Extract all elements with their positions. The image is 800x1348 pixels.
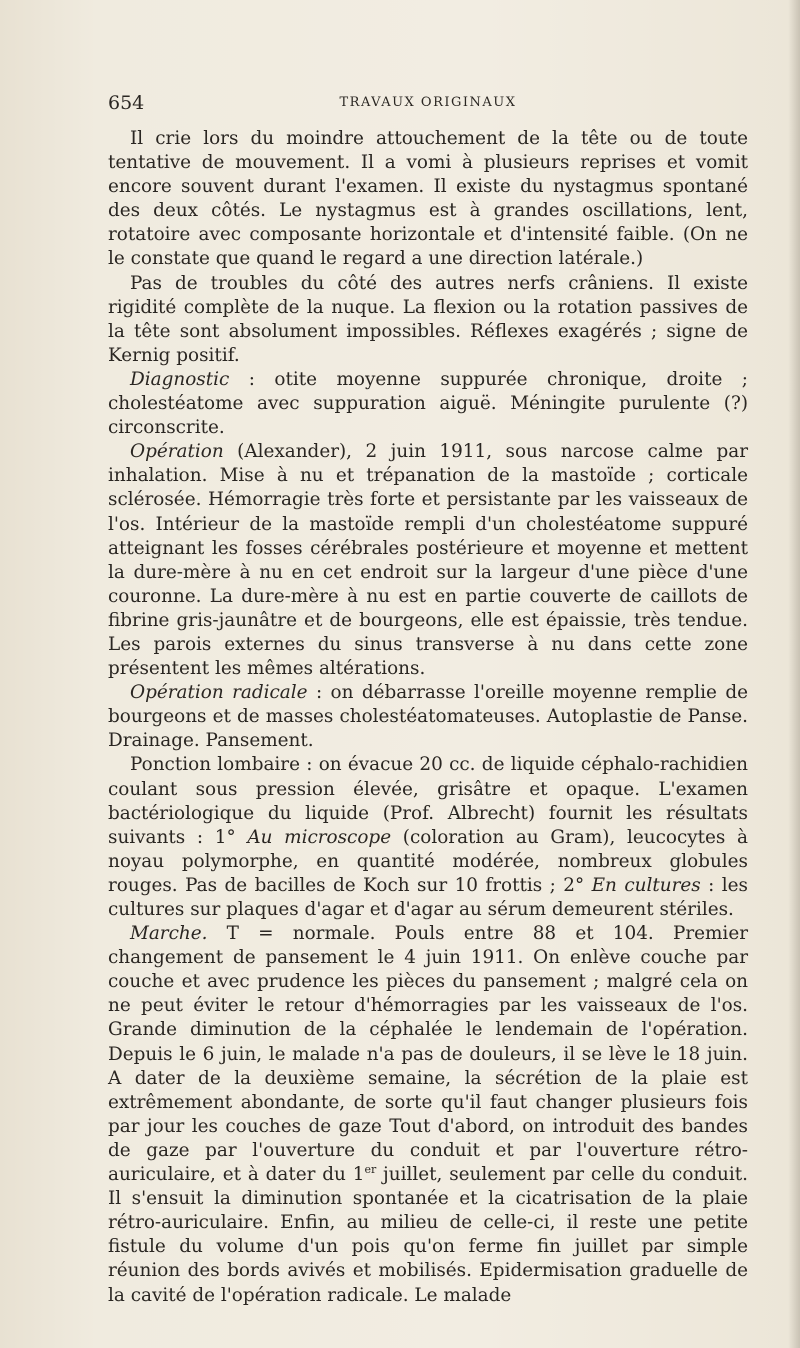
paragraph-lumbar-puncture: [108, 753, 748, 922]
body-text: [108, 127, 748, 1308]
paragraph-diagnostic: [108, 368, 748, 440]
text-operation: (Alexander), 2 juin 1911, sous narcose calme par inhalation. Mise à nu et trépanation de la mastoïde ; corticale sclérosée. Hémorragie très forte et persistante par les vaisseaux de l'os. Intérieur de la mastoïde rempli d'un cholestéatome suppuré atteignant les fosses cérébrales postérieure et moyenne et mettent la dure-mère à nu en cet endroit sur la largeur d'une pièce d'une couronne. La dure-mère à nu est en partie couverte de caillots de fibrine gris-jaunâtre et de bourgeons, elle est épaissie, très tendue. Les parois externes du sinus transverse à nu dans cette zone présentent les mêmes altérations.: [108, 441, 748, 680]
label-operation: Opération: [130, 441, 224, 463]
running-title: TRAVAUX ORIGINAUX: [339, 95, 517, 110]
page-edge-shadow: [788, 0, 800, 1348]
label-cultures: En cultures: [591, 874, 701, 896]
text-puncture-b: (coloration au Gram), leucocytes à noyau polymorphe, en quantité modérée, nombreux globules rouges. Pas de bacilles de Koch sur 10 frottis ; 2°: [108, 826, 748, 896]
text-course-b: juillet, seulement par celle du conduit. Il s'ensuit la diminution spontanée et la cicatrisation de la plaie rétro-auriculaire. Enfin, au milieu de celle-ci, il reste une petite fistule du volume d'un pois qu'on ferme fin juillet par simple réunion des bords avivés et mobilisés. Epidermisation graduelle de la cavité de l'opération radicale. Le malade: [108, 1164, 748, 1306]
text-radical-operation: : on débarrasse l'oreille moyenne remplie de bourgeons et de masses cholestéatomateuses. Autoplastie de Panse. Drainage. Pansement.: [108, 682, 748, 752]
text-puncture-a: Ponction lombaire : on évacue 20 cc. de liquide céphalo-rachidien coulant sous pression élevée, grisâtre et opaque. L'examen bactériologique du liquide (Prof. Albrecht) fournit les résultats suivants : 1°: [108, 754, 748, 848]
superscript-er: er: [364, 1162, 377, 1176]
text-puncture-c: : les cultures sur plaques d'agar et d'agar au sérum demeurent stériles.: [108, 874, 748, 920]
paragraph-nerves: Pas de troubles du côté des autres nerfs crâniens. Il existe rigidité complète de la nuque. La flexion ou la rotation passives de la tête sont absolument impossibles. Réflexes exagérés ; signe de Kernig positif.: [108, 272, 748, 366]
label-radical-operation: Opération radicale: [130, 682, 308, 704]
paragraph-radical-operation: [108, 681, 748, 753]
paragraph-operation: [108, 440, 748, 681]
paragraph-course: [108, 922, 748, 1308]
page-header: [108, 92, 748, 118]
paragraph-symptoms: Il crie lors du moindre attouchement de la tête ou de toute tentative de mouvement. Il a vomi à plusieurs reprises et vomit encore souvent durant l'examen. Il existe du nystagmus spontané des deux côtés. Le nystagmus est à grandes oscillations, lent, rotatoire avec composante horizontale et d'intensité faible. (On ne le constate que quand le regard a une direction latérale.): [108, 128, 748, 270]
page-number: 654: [108, 92, 145, 114]
label-microscope: Au microscope: [247, 826, 392, 848]
text-course-a: T = normale. Pouls entre 88 et 104. Premier changement de pansement le 4 juin 1911. On enlève couche par couche et avec prudence les pièces du pansement ; malgré cela on ne peut éviter le retour d'hémorragies par les vaisseaux de l'os. Grande diminution de la céphalée le lendemain de l'opération. Depuis le 6 juin, le malade n'a pas de douleurs, il se lève le 18 juin. A dater de la deuxième semaine, la sécrétion de la plaie est extrêmement abondante, de sorte qu'il faut changer plusieurs fois par jour les couches de gaze Tout d'abord, on introduit des bandes de gaze par l'ouverture du conduit et par l'ouverture rétro-auriculaire, et à dater du 1: [108, 923, 748, 1186]
label-marche: Marche.: [130, 923, 208, 945]
text-diagnostic: : otite moyenne suppurée chronique, droite ; cholestéatome avec suppuration aiguë. Méningite purulente (?) circonscrite.: [108, 368, 748, 439]
label-diagnostic: Diagnostic: [130, 368, 230, 390]
